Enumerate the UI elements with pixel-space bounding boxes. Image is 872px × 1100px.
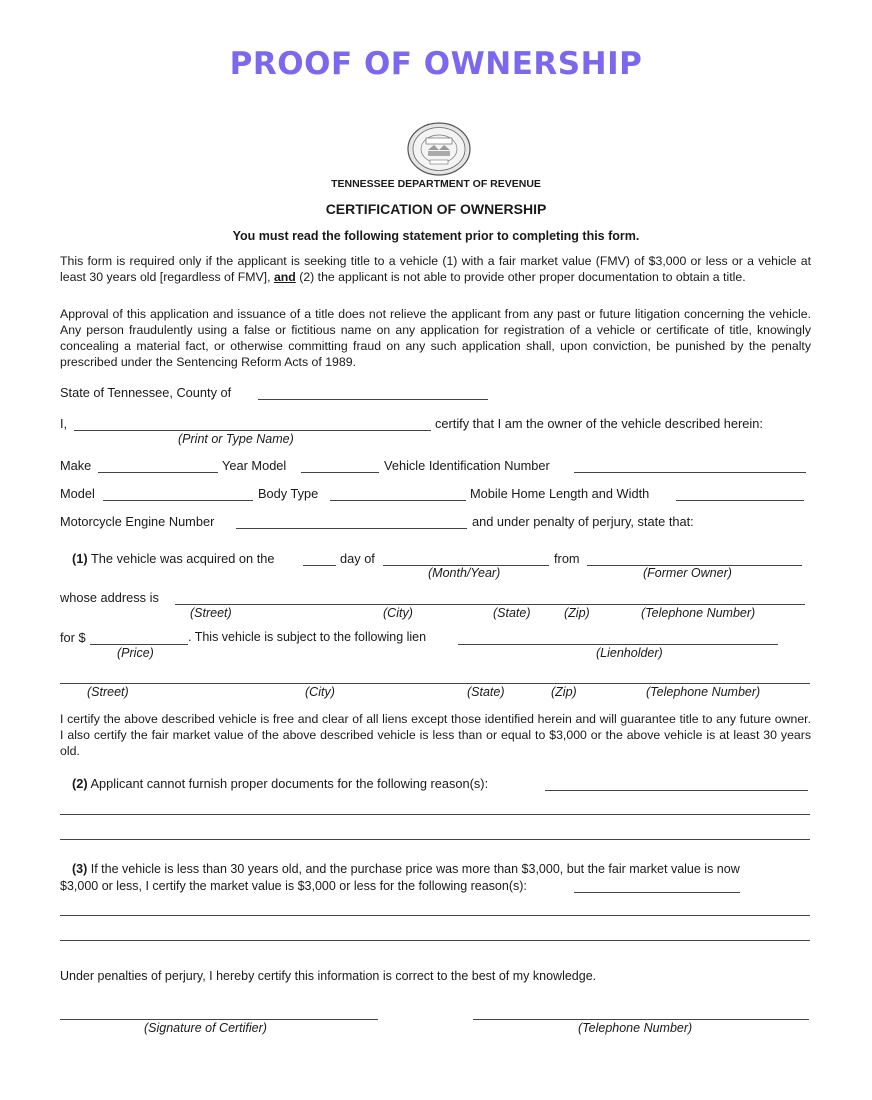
day-of-label: day of — [340, 551, 375, 566]
lien-subject-text: . This vehicle is subject to the following lien — [188, 630, 427, 644]
state-caption: (State) — [493, 606, 531, 620]
month-year-caption: (Month/Year) — [428, 566, 501, 580]
intro-emphasis: and — [273, 270, 296, 284]
page-banner: PROOF OF OWNERSHIP — [229, 46, 643, 82]
street-caption: (Street) — [190, 606, 232, 620]
must-read-notice: You must read the following statement prior to completing this form. — [232, 229, 640, 243]
item-2-number: (2) — [72, 776, 88, 791]
reason-2-line — [72, 776, 488, 791]
form-title: CERTIFICATION OF OWNERSHIP — [325, 201, 547, 217]
name-caption: (Print or Type Name) — [178, 432, 294, 446]
lien-telephone-caption: (Telephone Number) — [646, 685, 761, 699]
lien-street-caption: (Street) — [87, 685, 129, 699]
model-label: Model — [60, 486, 95, 501]
owner-certify-text: certify that I am the owner of the vehicle described herein: — [435, 416, 763, 431]
reason-3-text-1: If the vehicle is less than 30 years old, and the purchase price was more than $3,000, but the fair market value is now — [90, 862, 740, 876]
acquired-text: The vehicle was acquired on the — [90, 551, 275, 566]
motorcycle-engine-field[interactable] — [236, 528, 467, 529]
zip-caption: (Zip) — [564, 606, 590, 620]
perjury-statement: Under penalties of perjury, I hereby certify this information is correct to the best of my knowledge. — [60, 969, 597, 983]
whose-address-label: whose address is — [60, 590, 159, 605]
lienholder-address-field[interactable] — [60, 683, 810, 684]
lien-zip-caption: (Zip) — [551, 685, 577, 699]
signature-field[interactable] — [60, 1019, 378, 1020]
lien-city-caption: (City) — [305, 685, 335, 699]
reason-2-field[interactable] — [545, 790, 808, 791]
acquired-day-field[interactable] — [303, 565, 336, 566]
tennessee-state-seal-icon — [406, 122, 472, 176]
for-price-label: for $ — [60, 630, 86, 645]
lien-state-caption: (State) — [467, 685, 505, 699]
department-name: TENNESSEE DEPARTMENT OF REVENUE — [331, 178, 541, 190]
make-field[interactable] — [98, 472, 218, 473]
certifier-telephone-caption: (Telephone Number) — [578, 1021, 693, 1035]
reason-2-text: Applicant cannot furnish proper documents for the following reason(s): — [90, 776, 489, 791]
telephone-caption: (Telephone Number) — [641, 606, 756, 620]
reason-2-line-3[interactable] — [60, 839, 810, 840]
reason-3-line-3[interactable] — [60, 915, 810, 916]
year-model-label: Year Model — [222, 458, 287, 473]
item-1-number: (1) — [72, 551, 88, 566]
certifier-telephone-field[interactable] — [473, 1019, 809, 1020]
perjury-statement-intro: and under penalty of perjury, state that: — [472, 514, 694, 529]
reason-3-line-2: $3,000 or less, I certify the market value is $3,000 or less for the following reason(s): — [60, 879, 527, 893]
intro-text-end: (2) the applicant is not able to provide other proper documentation to obtain a title. — [295, 270, 746, 284]
vin-label: Vehicle Identification Number — [384, 458, 550, 473]
body-type-label: Body Type — [258, 486, 319, 501]
lienholder-caption: (Lienholder) — [596, 646, 663, 660]
owner-name-field[interactable] — [74, 430, 431, 431]
reason-3-field[interactable] — [574, 892, 740, 893]
body-type-field[interactable] — [330, 500, 466, 501]
state-county-label: State of Tennessee, County of — [60, 385, 232, 400]
owner-i-label: I, — [60, 416, 68, 431]
from-label: from — [554, 551, 580, 566]
approval-paragraph: Approval of this application and issuance of a title does not relieve the applicant from any past or future litigation concerning the vehicle. Any person fraudulently using a false or fictitious name on any application for registration of a vehicle or certificate of title, knowingly concealing a material fact, or otherwise committing fraud on any such application shall, upon conviction, be punished by the penalty prescribed under the Sentencing Reform Acts of 1989. — [60, 307, 811, 369]
make-label: Make — [60, 458, 92, 473]
reason-3-line-1 — [72, 862, 740, 876]
reason-3-line-4[interactable] — [60, 940, 810, 941]
former-owner-address-field[interactable] — [175, 604, 805, 605]
intro-text-start: This form is required only if the applicant is seeking title to a vehicle (1) with a fair market value (FMV) of $3,000 or less or a vehicle at least 30 years old [regardless of FMV], — [60, 254, 811, 284]
acquired-line — [72, 551, 275, 566]
mobile-home-field[interactable] — [676, 500, 804, 501]
mobile-home-label: Mobile Home Length and Width — [470, 486, 650, 501]
intro-paragraph — [60, 253, 811, 285]
motorcycle-engine-label: Motorcycle Engine Number — [60, 514, 215, 529]
lienholder-field[interactable] — [458, 644, 778, 645]
county-field[interactable] — [258, 399, 488, 400]
former-owner-caption: (Former Owner) — [643, 566, 732, 580]
model-field[interactable] — [103, 500, 253, 501]
item-3-number: (3) — [72, 862, 88, 876]
price-field[interactable] — [90, 644, 188, 645]
signature-caption: (Signature of Certifier) — [144, 1021, 267, 1035]
city-caption: (City) — [383, 606, 413, 620]
price-caption: (Price) — [117, 646, 154, 660]
vin-field[interactable] — [574, 472, 806, 473]
certify-paragraph: I certify the above described vehicle is free and clear of all liens except those identified herein and will guarantee title to any future owner. I also certify the fair market value of the above described vehicle is less than or equal to $3,000 or the above vehicle is at least 30 years old. — [60, 712, 811, 758]
year-model-field[interactable] — [301, 472, 379, 473]
reason-2-line-2[interactable] — [60, 814, 810, 815]
